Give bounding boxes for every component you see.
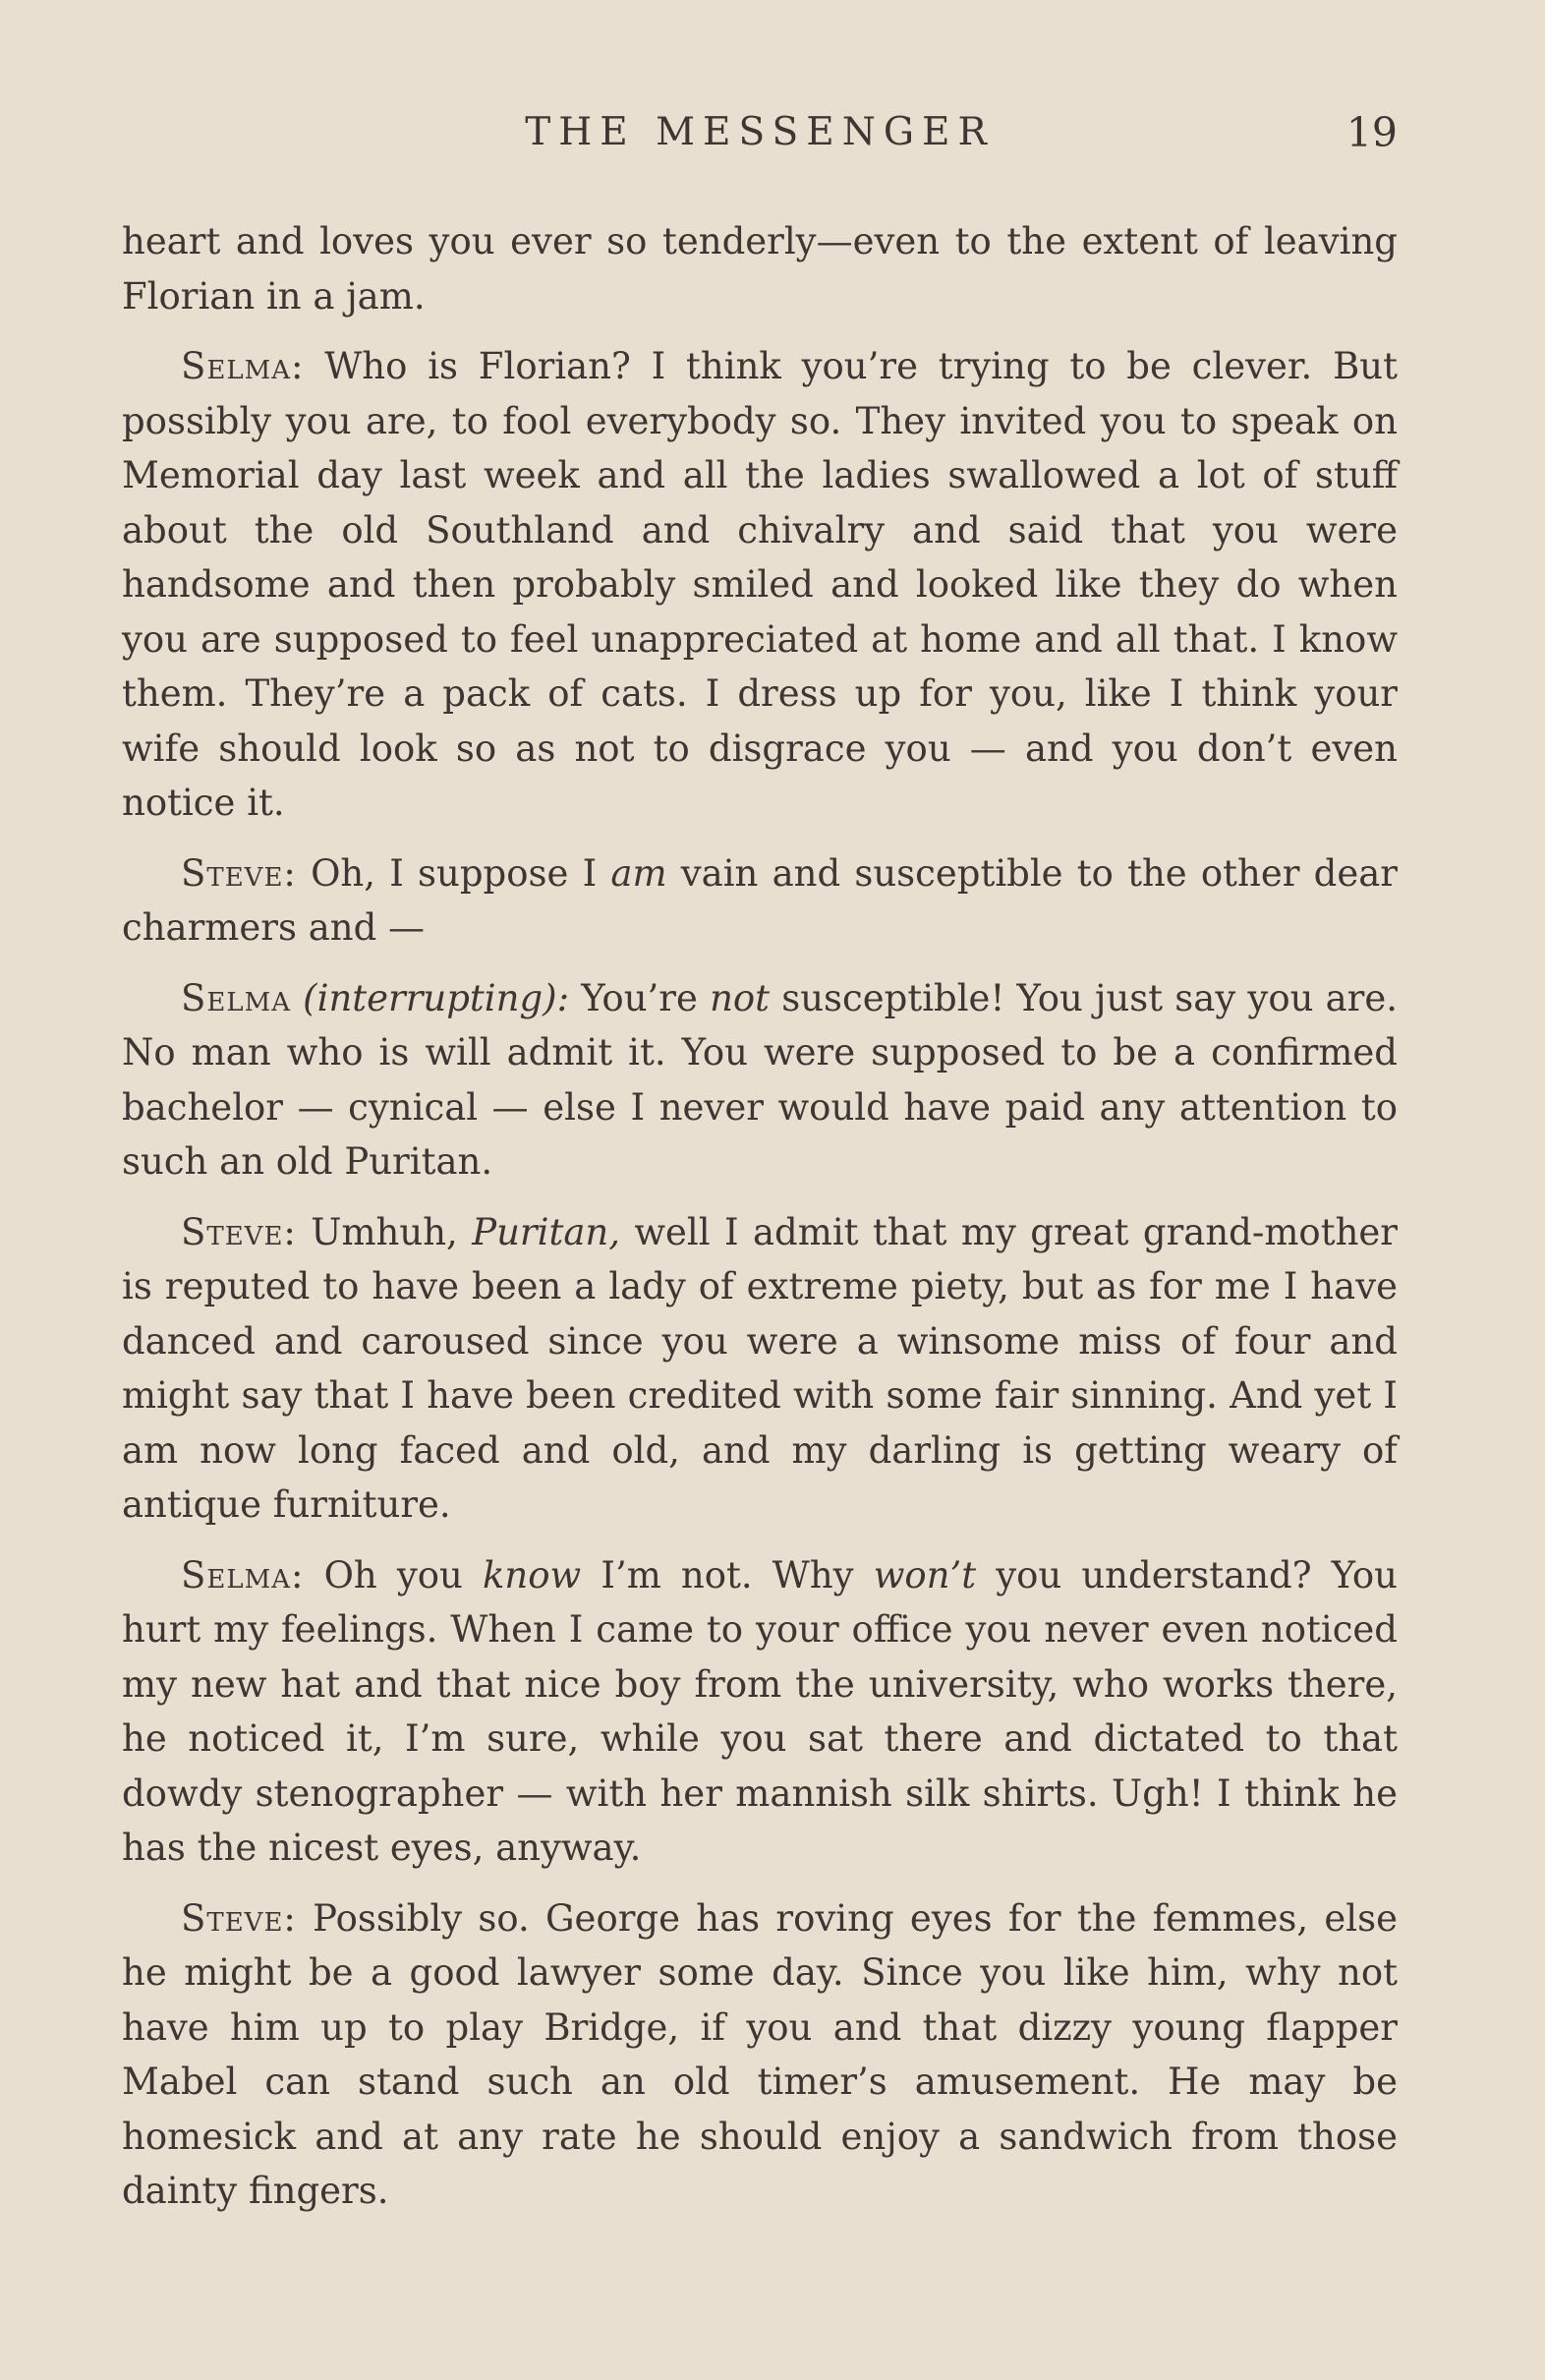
paragraph-text: heart and loves you ever so tenderly—even to the extent of leaving Florian in a jam. — [122, 220, 1398, 318]
page-body — [122, 214, 1398, 2235]
paragraph-text: well I admit that my great grand-mother is reputed to have been a lady of extreme piety, but as for me I have danced and caroused since you were a winsome miss of four and might say that I have been credited with some fair sinning. And yet I am now long faced and old, and my darling is getting weary of antique furniture. — [122, 1210, 1398, 1526]
paragraph-6 — [122, 1548, 1398, 1876]
paragraph-text: you understand? You hurt my feelings. When I came to your office you never even noticed my new hat and that nice boy from the university, who works there, he noticed it, I’m sure, while you sat there and dictated to that dowdy stenographer — with her mannish silk shirts. Ugh! I think he has the nicest eyes, anyway. — [122, 1553, 1398, 1869]
page-header — [122, 98, 1398, 167]
speaker-name: Selma: — [181, 345, 305, 387]
running-title: THE MESSENGER — [525, 110, 995, 154]
paragraph-1 — [122, 214, 1398, 323]
speaker-name: Steve: — [181, 851, 297, 895]
paragraph-2 — [122, 339, 1398, 831]
emphasis-text: not — [710, 976, 771, 1019]
speaker-name: Selma — [181, 976, 291, 1019]
paragraph-3 — [122, 846, 1398, 956]
emphasis-text: know — [483, 1553, 582, 1596]
emphasis-text: am — [610, 851, 667, 895]
paragraph-text: Who is Florian? I think you’re trying to be clever. But possibly you are, to fool everybody so. They invited you to speak on Memorial day last week and all the ladies swallowed a lot of stuff about the old Southland and chivalry and said that you were handsome and then probably smiled and looked like they do when you are supposed to feel unappreciated at home and all that. I know them. They’re a pack of cats. I dress up for you, like I think your wife should look so as not to disgrace you — and you don’t even notice it. — [122, 345, 1398, 824]
paragraph-7 — [122, 1891, 1398, 2219]
paragraph-text: I’m not. Why — [581, 1553, 874, 1596]
stage-direction: (interrupting): — [303, 976, 570, 1019]
paragraph-text: susceptible! You just say you are. No man who is will admit it. You were supposed to be a confirmed bachelor — cynical — else I never would have paid any attention to such an old Puritan. — [122, 976, 1399, 1183]
paragraph-text: Umhuh, — [296, 1210, 473, 1253]
paragraph-5 — [122, 1205, 1398, 1533]
emphasis-text: Puritan, — [472, 1210, 620, 1253]
paragraph-text: vain and susceptible to the other dear charmers and — — [122, 851, 1398, 949]
paragraph-text: Oh, I suppose I — [296, 851, 611, 895]
paragraph-text: Possibly so. George has roving eyes for the femmes, else he might be a good lawyer some day. Since you like him, why not have him up to play Bridge, if you and that dizzy young flapper Mabel can stand such an old timer’s amusement. He may be homesick and at any rate he should enjoy a sandwich from those dainty fingers. — [122, 1896, 1398, 2212]
page-number: 19 — [1345, 109, 1398, 156]
paragraph-4 — [122, 971, 1398, 1190]
speaker-name: Steve: — [181, 1896, 297, 1940]
paragraph-text: You’re — [569, 976, 711, 1019]
speaker-name: Steve: — [181, 1210, 297, 1253]
paragraph-text: Oh you — [304, 1553, 484, 1596]
emphasis-text: won’t — [873, 1553, 977, 1596]
speaker-name: Selma: — [181, 1553, 305, 1596]
